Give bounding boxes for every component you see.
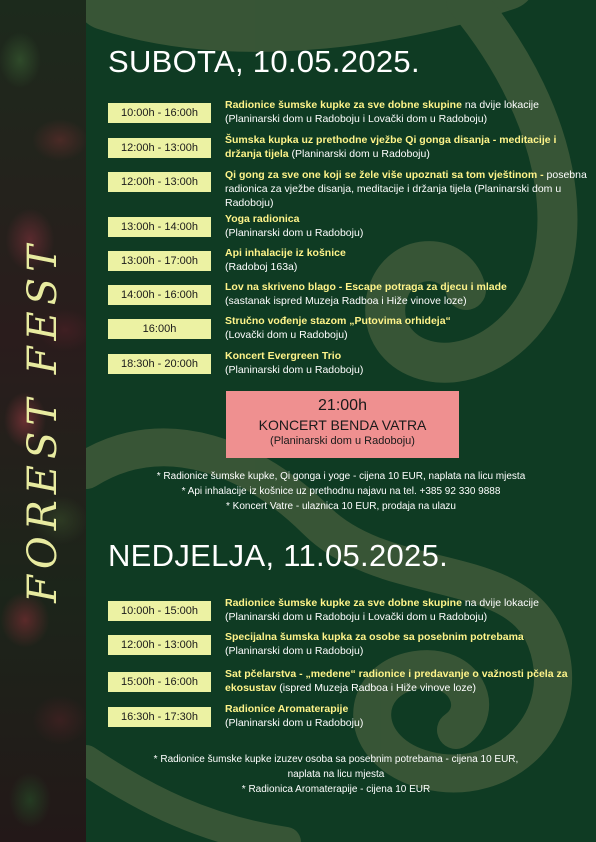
event-description bbox=[225, 702, 595, 730]
event-detail: (Planinarski dom u Radoboju) bbox=[225, 227, 364, 239]
time-badge: 16:30h - 17:30h bbox=[108, 707, 211, 727]
time-badge: 12:00h - 13:00h bbox=[108, 635, 211, 655]
event-title: Radionice šumske kupke za sve dobne skupine bbox=[225, 597, 462, 609]
event-detail: na dvije lokacije (Planinarski dom u Radoboju i Lovački dom u Radoboju) bbox=[225, 597, 539, 623]
event-description bbox=[225, 349, 595, 377]
event-description bbox=[225, 667, 595, 695]
time-badge: 12:00h - 13:00h bbox=[108, 138, 211, 158]
event-detail: (Radoboj 163a) bbox=[225, 261, 298, 273]
saturday-heading: SUBOTA, 10.05.2025. bbox=[108, 44, 420, 79]
concert-time: 21:00h bbox=[318, 397, 367, 414]
concert-highlight-box bbox=[226, 391, 459, 458]
sunday-notes bbox=[86, 752, 586, 797]
sunday-heading: NEDJELJA, 11.05.2025. bbox=[108, 538, 449, 573]
event-title: Koncert Evergreen Trio bbox=[225, 350, 342, 362]
note-line: * Radionica Aromaterapije - cijena 10 EUR bbox=[241, 784, 431, 795]
event-description bbox=[225, 280, 595, 308]
saturday-notes bbox=[86, 469, 596, 514]
event-detail: (Lovački dom u Radoboju) bbox=[225, 329, 348, 341]
event-description bbox=[225, 98, 595, 126]
leaf-photo-strip bbox=[0, 0, 86, 842]
event-title: Qi gong za sve one koji se žele više upoznati sa tom vještinom - bbox=[225, 169, 544, 181]
event-detail: posebna radionica za vježbe disanja, meditacije i držanja tijela (Planinarski dom u Radoboju) bbox=[225, 169, 587, 209]
event-detail: (Planinarski dom u Radoboju) bbox=[225, 364, 364, 376]
event-detail: (Planinarski dom u Radoboju) bbox=[225, 717, 364, 729]
event-title: Radionice Aromaterapije bbox=[225, 703, 349, 715]
event-description bbox=[225, 630, 595, 658]
event-description bbox=[225, 212, 595, 240]
note-line: naplata na licu mjesta bbox=[287, 769, 385, 780]
schedule-content bbox=[86, 0, 596, 842]
time-badge: 13:00h - 14:00h bbox=[108, 217, 211, 237]
note-line: * Radionice šumske kupke izuzev osoba sa posebnim potrebama - cijena 10 EUR, bbox=[153, 754, 519, 765]
note-line: * Koncert Vatre - ulaznica 10 EUR, prodaja na ulazu bbox=[226, 501, 456, 512]
time-badge: 15:00h - 16:00h bbox=[108, 672, 211, 692]
event-title: Lov na skriveno blago - Escape potraga za djecu i mlade bbox=[225, 281, 507, 293]
event-description bbox=[225, 596, 595, 624]
time-badge: 10:00h - 16:00h bbox=[108, 103, 211, 123]
event-title: Specijalna šumska kupka za osobe sa posebnim potrebama bbox=[225, 631, 524, 643]
note-line: * Radionice šumske kupke, Qi gonga i yoge - cijena 10 EUR, naplata na licu mjesta bbox=[156, 471, 526, 482]
event-title: Stručno vođenje stazom „Putovima orhideja“ bbox=[225, 315, 451, 327]
event-title: Api inhalacije iz košnice bbox=[225, 247, 346, 259]
event-description bbox=[225, 314, 595, 342]
concert-name: KONCERT BENDA VATRA bbox=[258, 417, 427, 433]
note-line: * Api inhalacije iz košnice uz prethodnu najavu na tel. +385 92 330 9888 bbox=[181, 486, 501, 497]
festival-title: FOREST FEST bbox=[20, 239, 66, 603]
event-description bbox=[225, 133, 595, 161]
event-detail: na dvije lokacije (Planinarski dom u Radoboju i Lovački dom u Radoboju) bbox=[225, 99, 539, 125]
event-description bbox=[225, 246, 595, 274]
time-badge: 13:00h - 17:00h bbox=[108, 251, 211, 271]
concert-location: (Planinarski dom u Radoboju) bbox=[270, 435, 415, 447]
time-badge: 14:00h - 16:00h bbox=[108, 285, 211, 305]
event-detail: (sastanak ispred Muzeja Radboa i Hiže vinove loze) bbox=[225, 295, 467, 307]
event-title: Radionice šumske kupke za sve dobne skupine bbox=[225, 99, 462, 111]
event-title: Šumska kupka uz prethodne vježbe Qi gonga disanja - meditacije i držanja tijela bbox=[225, 134, 557, 160]
time-badge: 12:00h - 13:00h bbox=[108, 172, 211, 192]
time-badge: 18:30h - 20:00h bbox=[108, 354, 211, 374]
event-title: Sat pčelarstva - „medene“ radionice i predavanje o važnosti pčela za ekosustav bbox=[225, 668, 568, 694]
event-title: Yoga radionica bbox=[225, 213, 300, 225]
event-detail: (Planinarski dom u Radoboju) bbox=[288, 148, 430, 160]
event-detail: (ispred Muzeja Radboa i Hiže vinove loze) bbox=[276, 682, 476, 694]
event-description bbox=[225, 168, 595, 210]
event-detail: (Planinarski dom u Radoboju) bbox=[225, 645, 364, 657]
time-badge: 10:00h - 15:00h bbox=[108, 601, 211, 621]
time-badge: 16:00h bbox=[108, 319, 211, 339]
